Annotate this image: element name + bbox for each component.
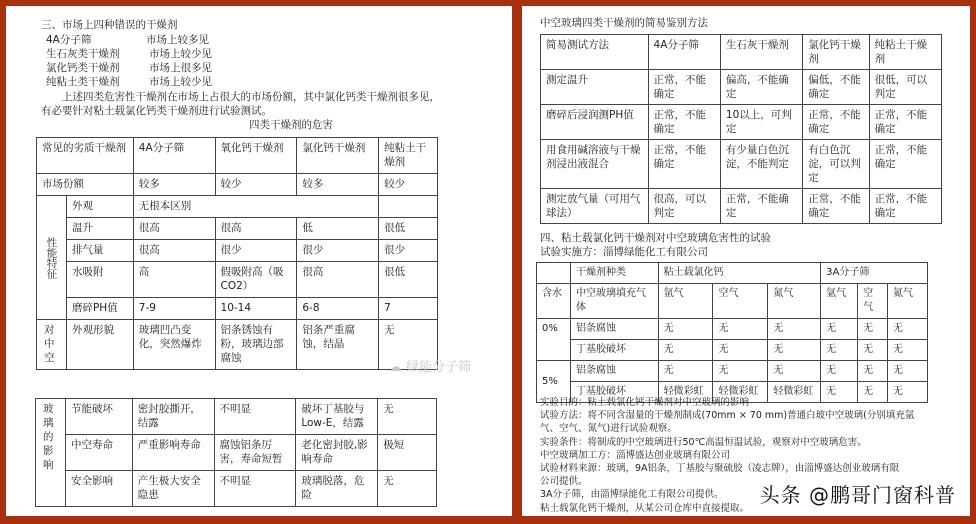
table-row: 水吸附 高 假吸附高（吸CO2） 很高 很低 [37,262,438,298]
table-row: 磨碎PH值 7-9 10-14 6-8 7 [37,298,438,320]
table-title: 四类干燥剂的危害 [249,119,333,131]
table-row: 测定温升 正常，不能确定 偏高，不能确定 偏低，不能确定 很低，可以判定 [541,70,942,105]
section-title: 四、粘土载氯化钙干燥剂对中空玻璃危害性的试验 [540,232,771,244]
right-document-page [522,6,970,516]
table-row: 干燥剂种类 粘土载氯化钙 3A分子筛 [537,263,928,284]
table-row: 玻璃的影响 节能破坏 密封胶撕开，结露 不明显 破坏丁基胶与Low-E，结露 无 [36,399,437,435]
table-row: 丁基胶破坏 轻微彩虹 轻微彩虹 轻微彩虹 无 无 无 [537,382,928,403]
watermark-text: ☁ 绿能分子筛 [389,360,472,375]
table-row: 用食用碱溶液与干燥剂浸出液混合 正常，不能确定 有少量白色沉淀，不能判定 有白色沉淀，可以判定 正常，不能确定 [541,140,942,189]
table-row: 市场份额 较多 较少 较多 较少 [37,174,438,196]
table-row: 测定放气量（可用气球法） 很高，可以判定 正常，不能确定 正常，不能确定 正常，不能确定 [541,189,942,224]
table-row: 排气量 很高 很少 很少 很少 [37,240,438,262]
list-item: 4A分子筛 市场上较多见 [46,34,209,46]
section-title: 三、市场上四种错误的干燥剂 [41,19,178,31]
table-row: 常见的劣质干燥剂 4A分子筛 氧化钙干燥剂 氯化钙干燥剂 纯粘土干燥剂 [37,138,438,174]
identification-table [540,34,942,224]
paragraph-line: 上述四类危害性干燥剂在市场上占很大的市场份额，其中氯化钙类干燥剂很多见， [62,91,440,103]
implementer-text: 试验实施方：淄博绿能化工有限公司 [540,246,708,258]
left-document-page [6,6,512,516]
table-row: 温升 很高 很高 低 很低 [37,218,438,240]
toutiao-watermark: 头条 @鹏哥门窗科普 [759,483,956,507]
experiment-notes: 实验目的：粘土载氯化钙干燥剂对中空玻璃的影响 试验方法：将不同含湿量的干燥剂制成(70mm × 70 mm)普通白玻中空玻璃(分别填充氩 气、空气、氮气)进行试验观察。 实验条件：将制成的中空玻璃进行50℃高温恒温试验，观察对中空玻璃危害。 中空玻璃加工方：淄博盛达创业玻璃有限公司 试验材料来源：玻璃，9A铝条，丁基胶与聚硫胶（凌志牌），由淄博盛达创业玻璃有限 公司提供。 3A分子筛，由淄博绿能化工有限公司提供。 粘土载氯化钙干燥剂，从某公司仓库中直接提取。 [540,397,915,514]
table-row: 含水 中空玻璃填充气体 氩气 空气 氮气 氩气 空气 氮气 [537,284,928,319]
paragraph-line: 有必要针对粘土载氯化钙类干燥剂进行试验测试。 [41,105,272,117]
table-row: 性能特征 外观 无根本区别 [37,196,438,218]
hazard-table-1 [36,137,438,370]
hazard-table-2 [35,398,437,507]
table-row: 5% 铝条腐蚀 无 无 无 无 无 无 [537,361,928,382]
list-item: 氯化钙类干燥剂 市场上很多见 [46,62,212,74]
list-item: 生石灰类干燥剂 市场上较少见 [46,48,212,60]
table-row: 对中空 外观形貌 玻璃凹凸变化，突然爆炸 铝条锈蚀有粉，玻璃边部腐蚀 铝条严重腐蚀，结晶 无 [37,320,438,370]
list-item: 纯粘土类干燥剂 市场上较少见 [46,76,212,88]
section-title: 中空玻璃四类干燥剂的简易鉴别方法 [540,17,708,29]
test-results-table [536,262,928,403]
table-row: 0% 铝条腐蚀 无 无 无 无 无 无 [537,319,928,340]
table-row: 简易测试方法 4A分子筛 生石灰干燥剂 氯化钙干燥剂 纯粘土干燥剂 [541,35,942,70]
table-row: 安全影响 产生极大安全隐患 不明显 玻璃脱落，危险 无 [36,471,437,507]
table-row: 丁基胶破坏 无 无 无 无 无 无 [537,340,928,361]
table-row: 中空寿命 严重影响寿命 腐蚀铝条厉害，寿命短暂 老化密封胶,影响寿命 极短 [36,435,437,471]
wechat-icon: ☁ [389,360,407,375]
table-row: 磨碎后浸润测PH值 正常，不能确定 10以上，可判定 正常，不能确定 正常，不能确定 [541,105,942,140]
